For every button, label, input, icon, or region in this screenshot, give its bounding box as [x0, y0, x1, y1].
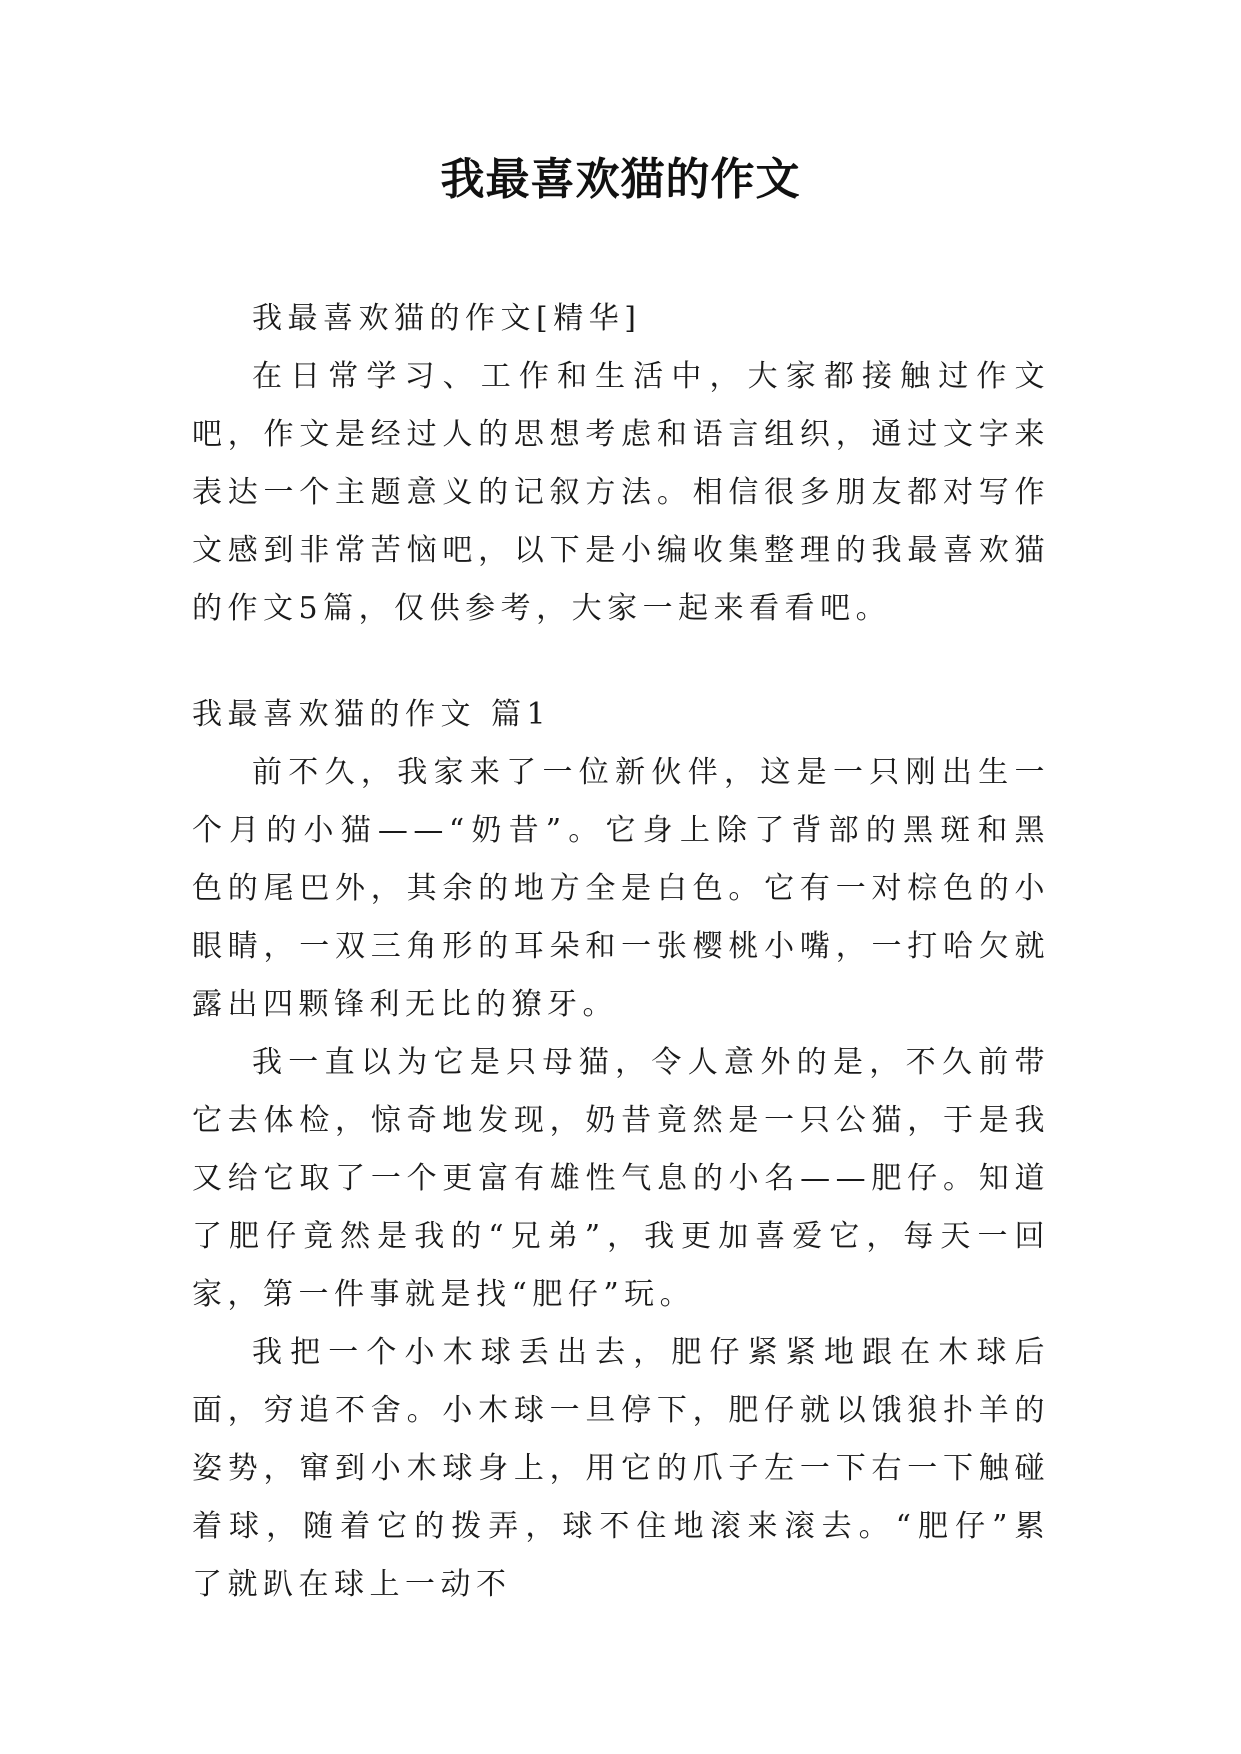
section-heading: 我最喜欢猫的作文 篇1 — [192, 697, 552, 732]
intro-paragraph: 在日常学习、工作和生活中，大家都接触过作文吧，作文是经过人的思想考虑和语言组织，通过文字来表达一个主题意义的记叙方法。相信很多朋友都对写作文感到非常苦恼吧，以下是小编收集整理的我最喜欢猫的作文5篇，仅供参考，大家一起来看看吧。 — [192, 359, 1050, 626]
body-paragraph: 前不久，我家来了一位新伙伴，这是一只刚出生一个月的小猫——“奶昔”。它身上除了背部的黑斑和黑色的尾巴外，其余的地方全是白色。它有一对棕色的小眼睛，一双三角形的耳朵和一张樱桃小嘴，一打哈欠就露出四颗锋利无比的獠牙。 — [192, 755, 1050, 1022]
body-paragraph: 我一直以为它是只母猫，令人意外的是，不久前带它去体检，惊奇地发现，奶昔竟然是一只公猫，于是我又给它取了一个更富有雄性气息的小名——肥仔。知道了肥仔竟然是我的“兄弟”，我更加喜爱它，每天一回家，第一件事就是找“肥仔”玩。 — [192, 1045, 1050, 1312]
body-paragraph: 我把一个小木球丢出去，肥仔紧紧地跟在木球后面，穷追不舍。小木球一旦停下，肥仔就以饿狼扑羊的姿势，窜到小木球身上，用它的爪子左一下右一下触碰着球，随着它的拨弄，球不住地滚来滚去。“肥仔”累了就趴在球上一动不 — [192, 1335, 1050, 1602]
document-body — [192, 290, 1050, 1614]
document-subtitle: 我最喜欢猫的作文[精华] — [252, 301, 642, 336]
document-title: 我最喜欢猫的作文 — [440, 154, 801, 205]
